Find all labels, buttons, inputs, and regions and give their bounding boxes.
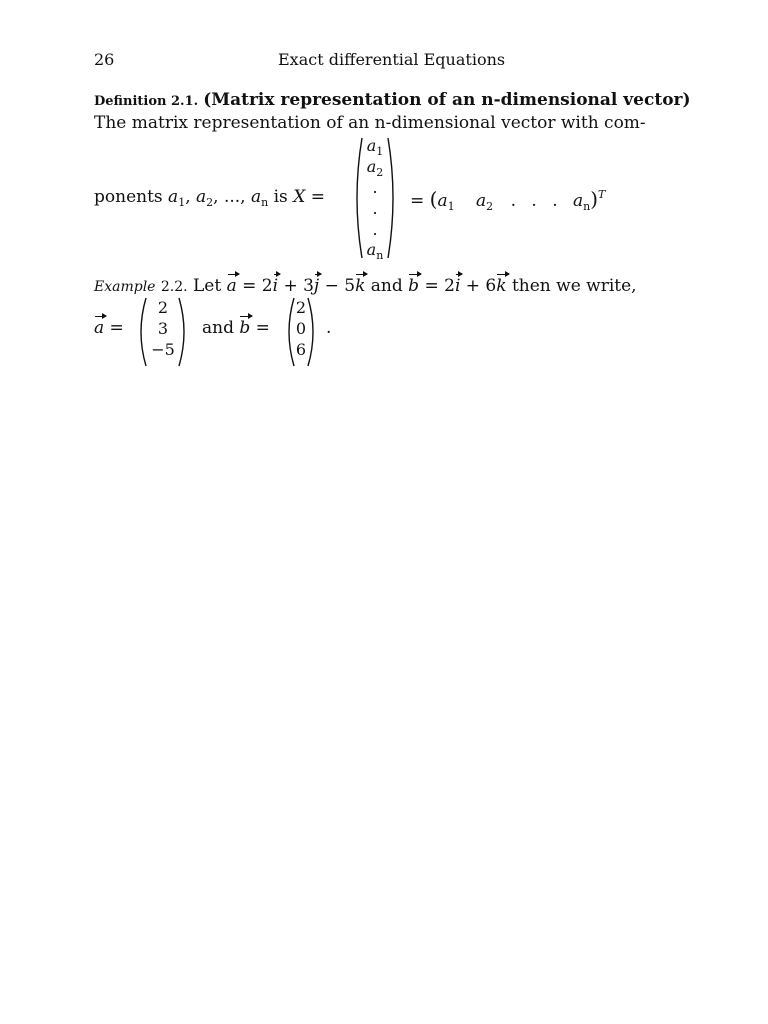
definition-title: (Matrix representation of an n-dimensional vector)	[203, 90, 691, 110]
vector-a-label: a =	[94, 318, 124, 338]
example-period: .	[326, 318, 332, 338]
vector-b-entry: 6	[295, 340, 307, 359]
vector-b-entry: 2	[295, 298, 307, 317]
column-entry-dot: .	[372, 178, 378, 197]
definition-line-1: The matrix representation of an n-dimensional vector with com-	[94, 113, 646, 133]
column-entry-an: $a_n$	[366, 240, 384, 262]
example-line: Example 2.2. Let a = 2i + 3j − 5k and b = 2i + 6k then we write,	[94, 276, 637, 296]
page-number: 26	[94, 50, 115, 69]
column-entry-dot: .	[372, 199, 378, 218]
vector-b-label: and b =	[202, 318, 270, 338]
definition-label: Definition 2.1.	[94, 94, 199, 109]
definition-line-2: ponents $a_1$, $a_2$, ..., $a_n$ is X =	[94, 187, 325, 209]
row-vector-transpose: = ($a_1$ $a_2$ . . . $a_n)^T$	[410, 187, 606, 213]
vector-a-entry: 2	[157, 298, 169, 317]
running-title: Exact differential Equations	[278, 50, 506, 69]
vector-a-entry: 3	[157, 319, 169, 338]
column-entry-dot: .	[372, 220, 378, 239]
vector-a-entry: −5	[151, 340, 175, 359]
column-entry-a2: $a_2$	[366, 157, 384, 179]
column-entry-a1: $a_1$	[366, 136, 384, 158]
vector-b-entry: 0	[295, 319, 307, 338]
definition-heading	[94, 90, 691, 110]
